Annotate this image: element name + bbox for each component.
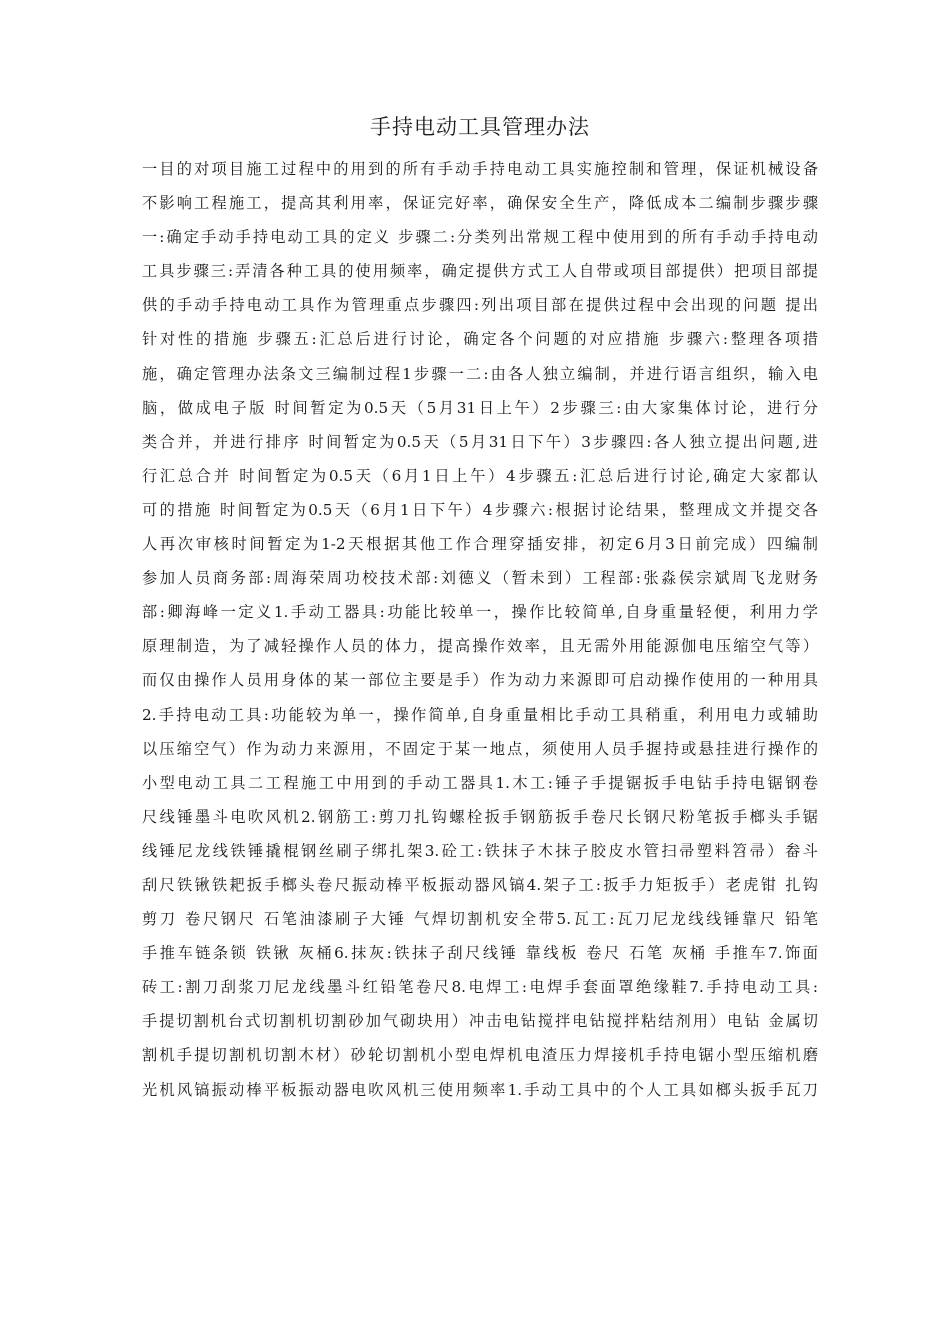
body-text-line: 而仅由操作人员用身体的某一部位主要是手）作为动力来源即可启动操作使用的一种用具 (142, 671, 818, 690)
body-text-line: 针对性的措施 步骤五:汇总后进行讨论，确定各个问题的对应措施 步骤六:整理各项措 (142, 330, 818, 349)
body-text-line: 原理制造，为了减轻操作人员的体力，提高操作效率，且无需外用能源伽电压缩空气等） (142, 637, 818, 656)
body-text-line: 施，确定管理办法条文三编制过程1步骤一二:由各人独立编制，并进行语言组织，输入电 (142, 364, 818, 383)
body-text-line: 以压缩空气）作为动力来源用，不固定于某一地点，须使用人员手握持或悬挂进行操作的 (142, 739, 818, 758)
body-text-line: 可的措施 时间暂定为0.5天（6月1日下午）4步骤六:根据讨论结果，整理成文并提交各 (142, 500, 818, 519)
body-text-line: 尺线锤墨斗电吹风机2.钢筋工:剪刀扎钩螺栓扳手钢筋扳手卷尺长钢尺粉笔扳手榔头手锯 (142, 807, 818, 826)
body-text-line: 光机风镐振动棒平板振动器电吹风机三使用频率1.手动工具中的个人工具如榔头扳手瓦刀 (142, 1080, 818, 1099)
body-text-line: 参加人员商务部:周海荣周功校技术部:刘德义（暂未到）工程部:张淼侯宗斌周飞龙财务 (142, 569, 818, 588)
document-body (142, 152, 818, 1107)
body-text-line: 手推车链条锁 铁锹 灰桶6.抹灰:铁抹子刮尺线锤 靠线板 卷尺 石笔 灰桶 手推车7.饰面 (142, 944, 818, 963)
body-text-line: 脑，做成电子版 时间暂定为0.5天（5月31日上午）2步骤三:由大家集体讨论，进行分 (142, 398, 818, 417)
document-title: 手持电动工具管理办法 (370, 115, 590, 139)
body-text-line: 小型电动工具二工程施工中用到的手动工器具1.木工:锤子手提锯扳手电钻手持电锯钢卷 (142, 773, 818, 792)
body-text-line: 部:卿海峰一定义1.手动工器具:功能比较单一，操作比较简单,自身重量轻便，利用力学 (142, 603, 818, 622)
body-text-line: 线锤尼龙线铁锤撬棍钢丝刷子绑扎架3.砼工:铁抹子木抹子胶皮水管扫帚塑料笤帚）畚斗 (142, 841, 818, 860)
body-text-line: 工具步骤三:弄清各种工具的使用频率，确定提供方式工人自带或项目部提供）把项目部提 (142, 262, 818, 281)
body-text-line: 供的手动手持电动工具作为管理重点步骤四:列出项目部在提供过程中会出现的问题 提出 (142, 296, 818, 315)
body-text-line: 不影响工程施工，提高其利用率，保证完好率，确保安全生产，降低成本二编制步骤步骤 (142, 194, 818, 213)
body-text-line: 砖工:割刀刮浆刀尼龙线墨斗红铅笔卷尺8.电焊工:电焊手套面罩绝缘鞋7.手持电动工具: (142, 978, 818, 997)
body-text-line: 手提切割机台式切割机切割砂加气砌块用）冲击电钻搅拌电钻搅拌粘结剂用）电钻 金属切 (142, 1012, 818, 1031)
body-text-line: 行汇总合并 时间暂定为0.5天（6月1日上午）4步骤五:汇总后进行讨论,确定大家都认 (142, 466, 818, 485)
body-text-line: 剪刀 卷尺钢尺 石笔油漆刷子大锤 气焊切割机安全带5.瓦工:瓦刀尼龙线线锤靠尺 铅笔 (142, 910, 818, 929)
body-text-line: 人再次审核时间暂定为1-2天根据其他工作合理穿插安排，初定6月3日前完成）四编制 (142, 535, 818, 554)
body-text-line: 一目的对项目施工过程中的用到的所有手动手持电动工具实施控制和管理，保证机械设备 (142, 160, 818, 178)
body-text-line: 刮尺铁锹铁耙扳手榔头卷尺振动棒平板振动器风镐4.架子工:扳手力矩扳手）老虎钳 扎钩 (142, 875, 818, 894)
body-text-line: 一:确定手动手持电动工具的定义 步骤二:分类列出常规工程中使用到的所有手动手持电动 (142, 228, 818, 247)
body-text-line: 割机手提切割机切割木材）砂轮切割机小型电焊机电渣压力焊接机手持电锯小型压缩机磨 (142, 1046, 818, 1065)
body-text-line: 类合并，并进行排序 时间暂定为0.5天（5月31日下午）3步骤四:各人独立提出问题,进 (142, 432, 818, 451)
body-text-line: 2.手持电动工具:功能较为单一，操作简单,自身重量相比手动工具稍重，利用电力或辅助 (142, 705, 818, 724)
document-page (142, 112, 818, 1107)
